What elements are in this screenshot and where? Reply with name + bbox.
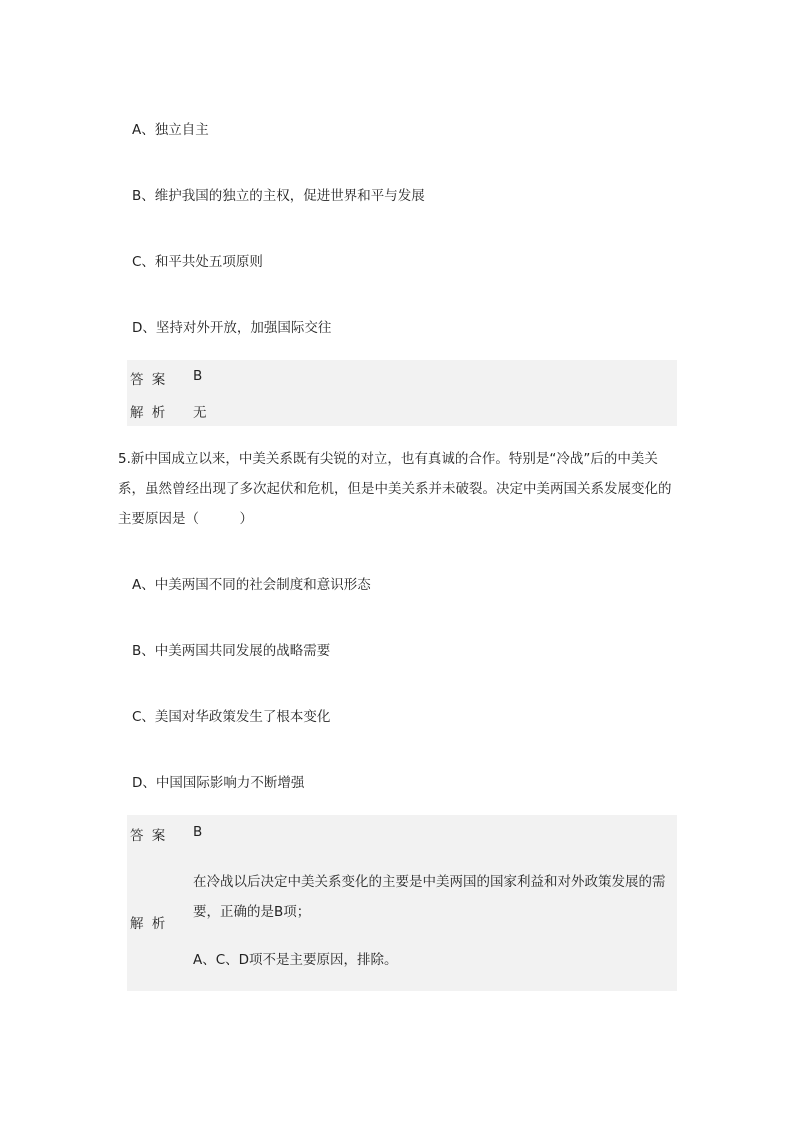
q5-analysis-line-1: 在冷战以后决定中美关系变化的主要是中美两国的国家利益和对外政策发展的需要，正确的是B项； bbox=[193, 874, 666, 920]
q4-option-d: D、坚持对外开放，加强国际交往 bbox=[132, 320, 332, 336]
q5-option-a: A、中美两国不同的社会制度和意识形态 bbox=[132, 577, 371, 593]
q4-analysis-value: 无 bbox=[193, 405, 207, 421]
q5-option-b: B、中美两国共同发展的战略需要 bbox=[132, 643, 331, 659]
q5-analysis-line-2: A、C、D项不是主要原因，排除。 bbox=[193, 952, 398, 968]
q4-answer-label: 答 案 bbox=[130, 372, 168, 388]
q4-answer-box bbox=[127, 360, 677, 426]
q4-option-b: B、维护我国的独立的主权，促进世界和平与发展 bbox=[132, 188, 425, 204]
q5-analysis-label: 解 析 bbox=[130, 916, 168, 932]
q4-answer-value: B bbox=[193, 368, 203, 384]
q4-option-a: A、独立自主 bbox=[132, 122, 209, 138]
q5-stem: 5.新中国成立以来，中美关系既有尖锐的对立，也有真诚的合作。特别是“冷战”后的中美关系，虽然曾经出现了多次起伏和危机，但是中美关系并未破裂。决定中美两国关系发展变化的主要原因是（ ） bbox=[118, 451, 672, 527]
q5-answer-box bbox=[127, 815, 677, 991]
q5-answer-value: B bbox=[193, 824, 203, 840]
q5-answer-label: 答 案 bbox=[130, 828, 168, 844]
q5-option-c: C、美国对华政策发生了根本变化 bbox=[132, 709, 331, 725]
q5-option-d: D、中国国际影响力不断增强 bbox=[132, 775, 305, 791]
q4-option-c: C、和平共处五项原则 bbox=[132, 254, 263, 270]
q4-analysis-label: 解 析 bbox=[130, 405, 168, 421]
